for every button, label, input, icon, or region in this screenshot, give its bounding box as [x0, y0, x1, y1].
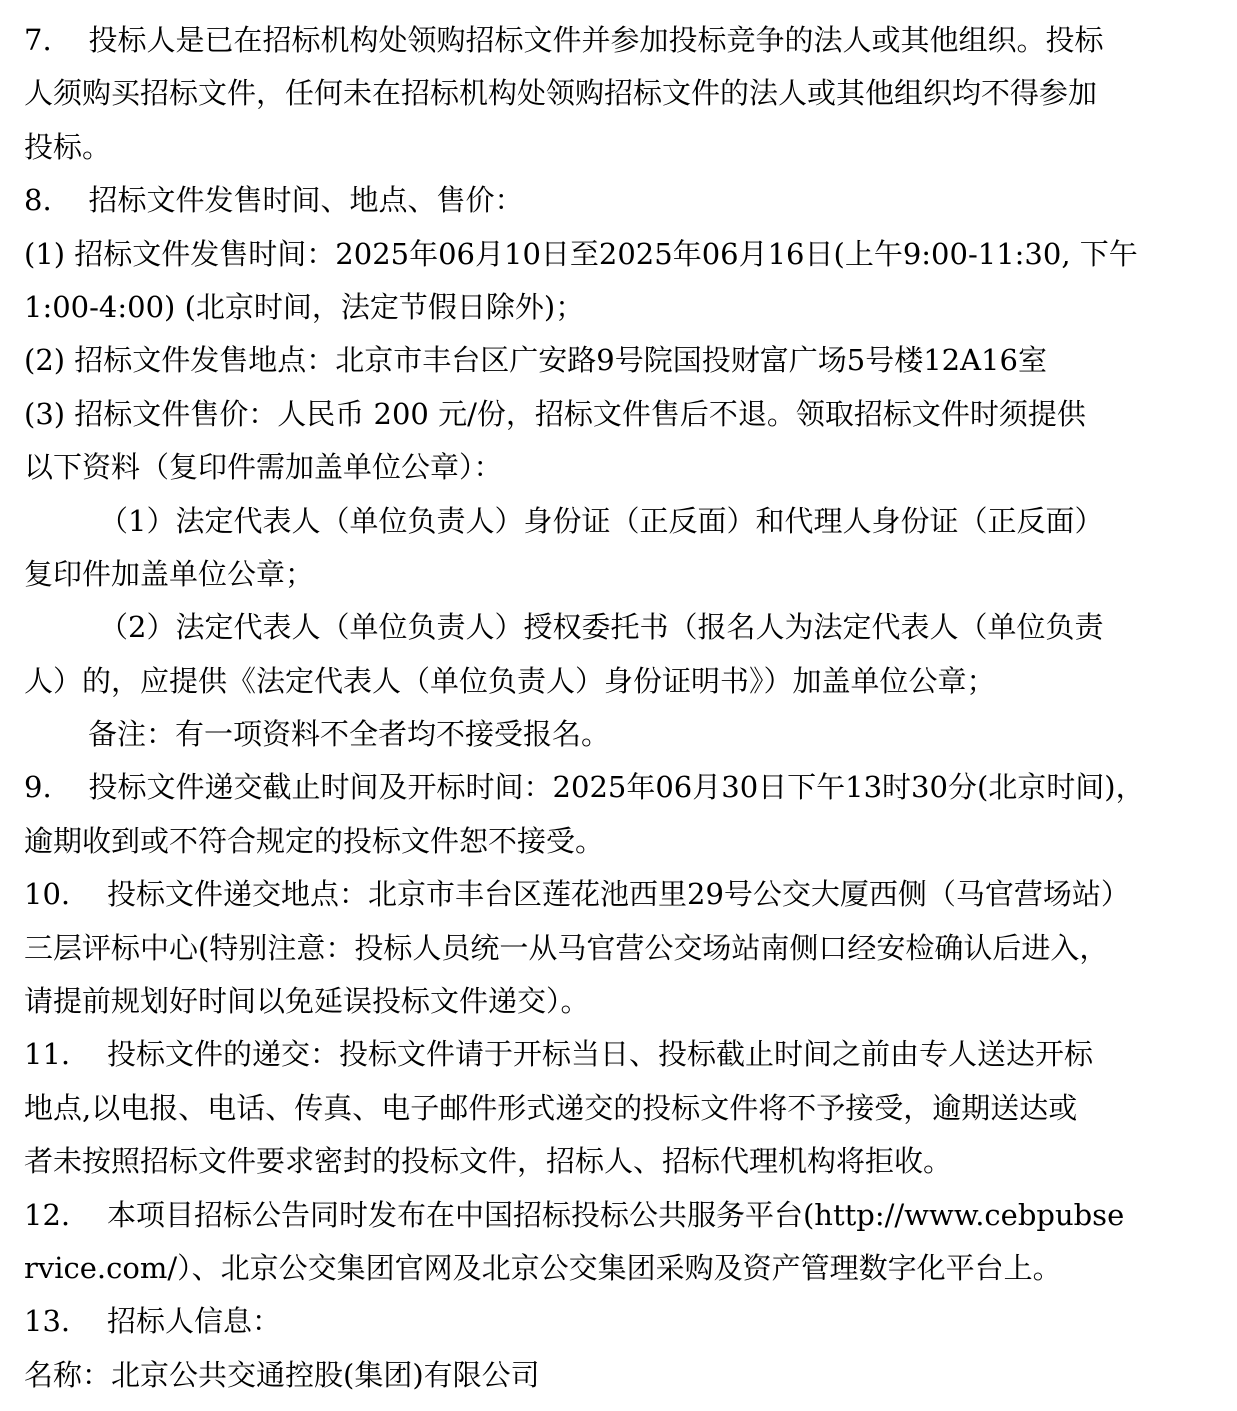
text-line-3: 投标。 — [24, 129, 112, 164]
text-line-17: 10. 投标文件递交地点：北京市丰台区莲花池西里29号公交大厦西侧（马官营场站） — [24, 877, 1130, 912]
text-line-1: 7. 投标人是已在招标机构处领购招标文件并参加投标竞争的法人或其他组织。投标 — [24, 23, 1104, 57]
text-line-24: rvice.com/）、北京公交集团官网及北京公交集团采购及资产管理数字化平台上。 — [24, 1250, 1062, 1285]
text-line-11: 复印件加盖单位公章； — [24, 556, 315, 591]
text-line-6: 1:00-4:00) (北京时间，法定节假日除外)； — [24, 289, 585, 324]
text-line-15: 9. 投标文件递交截止时间及开标时间：2025年06月30日下午13时30分(北京时间)， — [24, 770, 1145, 805]
text-line-8: (3) 招标文件售价：人民币 200 元/份，招标文件售后不退。领取招标文件时须提供 — [24, 396, 1086, 431]
text-line-18: 三层评标中心(特别注意：投标人员统一从马官营公交场站南侧口经安检确认后进入， — [24, 930, 1109, 965]
text-line-13: 人）的，应提供《法定代表人（单位负责人）身份证明书》）加盖单位公章； — [24, 663, 996, 698]
text-line-14: 备注：有一项资料不全者均不接受报名。 — [88, 717, 611, 752]
text-line-2: 人须购买招标文件，任何未在招标机构处领购招标文件的法人或其他组织均不得参加 — [24, 76, 1098, 111]
document-page — [24, 14, 1219, 1402]
text-line-19: 请提前规划好时间以免延误投标文件递交）。 — [24, 984, 590, 1019]
text-line-22: 者未按照招标文件要求密封的投标文件，招标人、招标代理机构将拒收。 — [24, 1144, 953, 1179]
text-line-25: 13. 招标人信息： — [24, 1304, 281, 1339]
text-line-23: 12. 本项目招标公告同时发布在中国招标投标公共服务平台(http://www.cebpubse — [24, 1197, 1125, 1232]
text-line-9: 以下资料（复印件需加盖单位公章）： — [24, 450, 503, 485]
text-line-7: (2) 招标文件发售地点：北京市丰台区广安路9号院国投财富广场5号楼12A16室 — [24, 343, 1047, 378]
text-line-21: 地点,以电报、电话、传真、电子邮件形式递交的投标文件将不予接受，逾期送达或 — [24, 1090, 1078, 1125]
text-line-16: 逾期收到或不符合规定的投标文件恕不接受。 — [24, 823, 605, 858]
text-line-5: (1) 招标文件发售时间：2025年06月10日至2025年06月16日(上午9:00-11:30, 下午 — [24, 236, 1138, 271]
text-line-10: （1）法定代表人（单位负责人）身份证（正反面）和代理人身份证（正反面） — [99, 503, 1104, 538]
text-line-4: 8. 招标文件发售时间、地点、售价： — [24, 183, 524, 218]
text-line-20: 11. 投标文件的递交：投标文件请于开标当日、投标截止时间之前由专人送达开标 — [24, 1037, 1093, 1072]
text-line-12: （2）法定代表人（单位负责人）授权委托书（报名人为法定代表人（单位负责 — [99, 610, 1104, 645]
text-line-26: 名称：北京公共交通控股(集团)有限公司 — [24, 1357, 540, 1392]
